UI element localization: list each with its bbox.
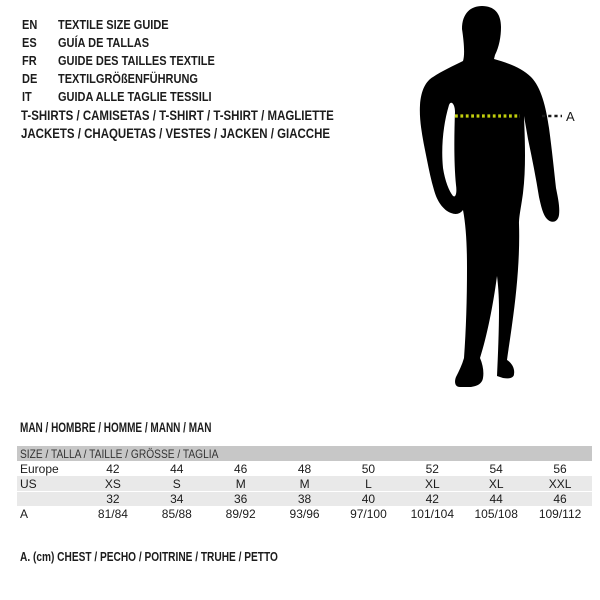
language-row-es [22,34,236,52]
size-cell: 36 [234,492,248,506]
size-cell: 93/96 [289,506,320,521]
size-cell: M [299,476,310,491]
size-cell: XL [488,476,504,491]
size-cell: 97/100 [350,506,387,521]
language-text: GUIDA ALLE TAGLIE TESSILI [58,90,212,104]
size-cell: 46 [553,492,567,506]
size-cell: 54 [489,461,503,476]
footer-note: A. (cm) CHEST / PECHO / POITRINE / TRUHE / PETTO [20,549,278,564]
language-text: GUÍA DE TALLAS [58,36,150,50]
size-cell: S [172,476,181,491]
product-line-jackets: JACKETS / CHAQUETAS / VESTES / JACKEN / GIACCHE [21,126,331,141]
size-cell: 34 [170,492,184,506]
size-cell: 50 [361,461,376,476]
language-row-fr [22,52,236,70]
size-table-header-text: SIZE / TALLA / TAILLE / GRÖSSE / TAGLIA [20,446,219,461]
size-cell: 44 [170,461,184,476]
table-row-alt-sizes [17,491,592,506]
row-label: Europe [20,461,59,476]
size-cell: 44 [489,492,503,506]
language-row-en [22,16,236,34]
row-label: A [20,506,29,521]
size-cell: 109/112 [538,506,582,521]
man-silhouette-svg [410,0,600,400]
size-cell: 101/104 [410,506,454,521]
size-cell: 42 [425,492,439,506]
language-text: TEXTILE SIZE GUIDE [58,18,169,32]
size-cell: 81/84 [97,506,128,521]
size-cell: 40 [361,492,376,506]
size-cell: 32 [106,492,120,506]
size-cell: 105/108 [474,506,518,521]
language-code: FR [22,54,37,68]
man-silhouette-path [420,6,559,387]
table-row-us [17,476,592,491]
language-code: IT [22,90,32,104]
size-table-header [17,446,592,461]
size-cell: 42 [106,461,120,476]
size-table [17,446,592,521]
table-row-chest-a [17,506,592,521]
size-cell: XL [424,476,440,491]
language-text: TEXTILGRÖßENFÜHRUNG [58,72,198,86]
size-cell: 38 [297,492,312,506]
language-row-de [22,70,236,88]
measure-label-a: A [566,109,575,124]
product-line-tshirts: T-SHIRTS / CAMISETAS / T-SHIRT / T-SHIRT / MAGLIETTE [21,108,334,123]
size-cell: 56 [553,461,567,476]
size-cell: 48 [297,461,312,476]
man-figure [410,0,600,400]
section-title-man: MAN / HOMBRE / HOMME / MANN / MAN [20,420,212,435]
language-code: DE [22,72,38,86]
size-cell: XS [104,476,121,491]
language-legend [22,16,236,106]
table-row-europe [17,461,592,476]
size-cell: L [365,476,372,491]
size-cell: 89/92 [225,506,256,521]
product-types [21,107,389,143]
size-cell: 52 [425,461,439,476]
size-cell: XXL [548,476,572,491]
size-cell: 85/88 [161,506,192,521]
size-cell: 46 [234,461,248,476]
language-text: GUIDE DES TAILLES TEXTILE [58,54,215,68]
row-label: US [20,476,37,491]
language-code: ES [22,36,37,50]
language-code: EN [22,18,38,32]
language-row-it [22,88,236,106]
size-cell: M [235,476,246,491]
